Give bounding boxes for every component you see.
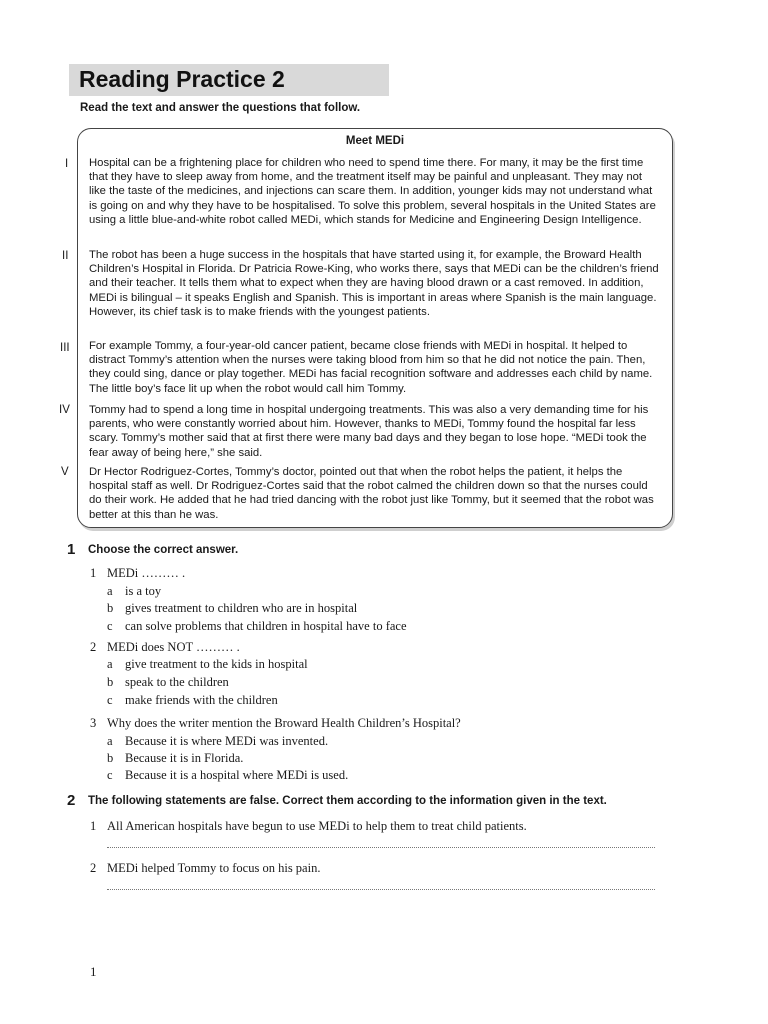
option-text: Because it is in Florida. [125,751,244,765]
passage-paragraph: For example Tommy, a four-year-old cancer patient, became close friends with MEDi in hospital. It helped to distract Tommy’s attention when the nurses were taking blood from him so that he did not notice the pain. Then, they could sing, dance or play together. MEDi has facial recognition software and addresses each child by name. The little boy’s face lit up when the robot would call him Tommy. [89,340,653,395]
instruction: Read the text and answer the questions that follow. [80,102,361,114]
section-title: The following statements are false. Correct them according to the information given in the text. [88,795,607,807]
option-letter: a [107,657,113,671]
title-bar [69,64,389,96]
paragraph-numeral: IV [59,404,70,416]
page-number: 1 [90,964,97,979]
option-letter: b [107,675,114,689]
page-title: Reading Practice 2 [79,66,285,92]
paragraph-numeral: V [61,466,69,478]
option-letter: c [107,768,113,782]
question-number: 1 [90,819,97,833]
question-text: MEDi does NOT ……… . [107,640,240,654]
passage-title: Meet MEDi [345,135,405,147]
section-number: 1 [67,541,76,558]
question-text: MEDi helped Tommy to focus on his pain. [107,861,321,875]
option-text: gives treatment to children who are in hospital [125,601,358,615]
option-text: can solve problems that children in hospital have to face [125,619,407,633]
question-text: MEDi ……… . [107,566,186,580]
answer-line[interactable] [107,847,655,848]
option-letter: a [107,584,113,598]
option-text: speak to the children [125,675,229,689]
question-number: 2 [90,861,97,875]
option-text: Because it is where MEDi was invented. [125,734,329,748]
question-number: 2 [90,640,97,654]
passage-paragraph: Hospital can be a frightening place for children who need to spend time there. For many, it may be the first time that they have to sleep away from home, and the treatment itself may be painful and unpleasant. They may not like the taste of the medicines, and injections can scare them. In addition, younger kids may not understand what is going on and why they have to be hospitalised. To solve this problem, several hospitals in the United States are using a little blue-and-white robot called MEDi, which stands for Medicine and Engineering Design Intelligence. [89,157,656,226]
option-text: give treatment to the kids in hospital [125,657,308,671]
answer-line[interactable] [107,889,655,890]
option-letter: c [107,619,113,633]
paragraph-numeral: I [65,158,69,170]
passage-paragraph: The robot has been a huge success in the hospitals that have started using it, for example, the Broward Health Children’s Hospital in Florida. Dr Patricia Rowe-King, who works there, says that MEDi can be the children’s friend and their teacher. It tells them what to expect when they are having blood drawn or a cast removed. In addition, MEDi is bilingual – it speaks English and Spanish. This is important in areas where Spanish is the main language. However, its chief task is to make friends with the youngest patients. [89,249,659,318]
option-text: make friends with the children [125,693,278,707]
option-letter: b [107,751,114,765]
section-title: Choose the correct answer. [88,544,239,556]
passage-paragraph: Tommy had to spend a long time in hospital undergoing treatments. This was also a very demanding time for his parents, who were constantly worried about him. However, thanks to MEDi, Tommy found the hospital far less scary. Tommy’s mother said that at first there were many bad days and they began to lose hope. “MEDi took the fear away of being here,” she said. [89,404,649,459]
section-number: 2 [67,792,76,809]
passage-paragraph: Dr Hector Rodriguez-Cortes, Tommy’s doctor, pointed out that when the robot helps the patient, it helps the hospital staff as well. Dr Rodriguez-Cortes said that the robot calmed the children down so that the nurses could do their work. He added that he had tried dancing with the robot just like Tommy, but it seemed that the robot was better at this than he was. [89,466,654,521]
paragraph-numeral: II [62,250,69,262]
option-letter: c [107,693,113,707]
question-number: 3 [90,716,97,730]
question-text: Why does the writer mention the Broward Health Children’s Hospital? [107,716,461,730]
option-letter: b [107,601,114,615]
question-text: All American hospitals have begun to use MEDi to help them to treat child patients. [107,819,527,833]
option-text: Because it is a hospital where MEDi is used. [125,768,349,782]
paragraph-numeral: III [60,342,70,354]
question-number: 1 [90,566,97,580]
option-text: is a toy [125,584,162,598]
option-letter: a [107,734,113,748]
